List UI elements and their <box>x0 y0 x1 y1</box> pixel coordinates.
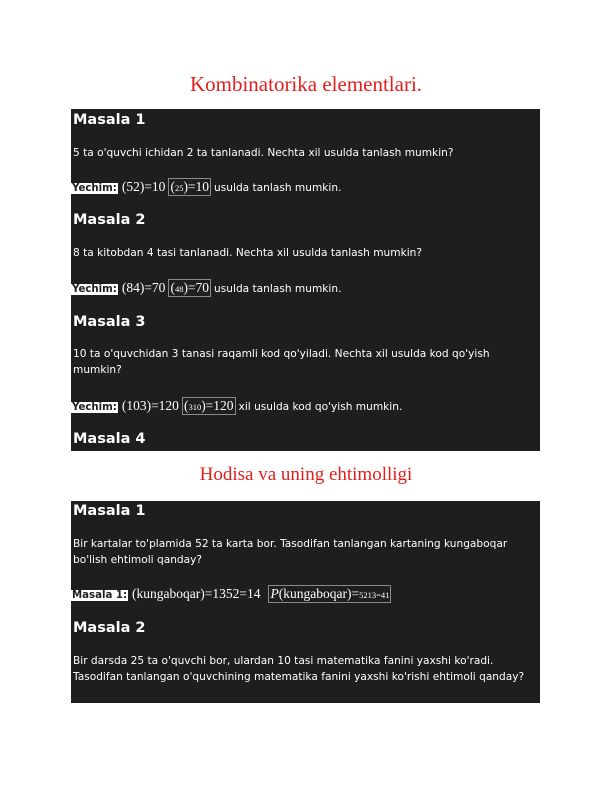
problem-1-heading: Masala 1 <box>73 503 146 519</box>
problem-2-text: Bir darsda 25 ta o'quvchi bor, ulardan 10 tasi matematika fanini yaxshi ko'radi. Tasodifan tanlangan o'quvchining matematika fanini yaxshi ko'rishi ehtimoli qanday? <box>73 655 525 683</box>
solution-label: Yechim: <box>72 402 117 413</box>
problem-2-text: 8 ta kitobdan 4 tasi tanlanadi. Nechta xil usulda tanlash mumkin? <box>73 247 422 259</box>
solution-text: xil usulda kod qo'yish mumkin. <box>238 401 403 413</box>
problem-3-text: 10 ta o'quvchidan 3 tanasi raqamli kod qo'yiladi. Nechta xil usulda kod qo'yish mumkin? <box>73 348 490 376</box>
solution-formula-box: (25)=10 <box>170 179 210 194</box>
problem-2-heading: Masala 2 <box>73 620 146 636</box>
solution-text: usulda tanlash mumkin. <box>214 182 342 194</box>
solution-formula: (kungaboqar)=1352=14 <box>132 586 261 601</box>
problem-1-solution <box>71 178 341 196</box>
solution-label: Yechim: <box>72 284 117 295</box>
solution-text: usulda tanlash mumkin. <box>214 283 342 295</box>
problem-2-heading: Masala 2 <box>73 212 146 228</box>
problem-3-heading: Masala 3 <box>73 314 146 330</box>
solution-formula-box: P(kungaboqar)=5213=41 <box>270 586 390 601</box>
section-title-probability: Hodisa va uning ehtimolligi <box>199 464 413 485</box>
solution-label: Masala 1: <box>72 590 128 601</box>
problem-1-solution <box>71 585 394 603</box>
problem-1-text: 5 ta o'quvchi ichidan 2 ta tanlanadi. Nechta xil usulda tanlash mumkin? <box>73 147 454 159</box>
problem-4-heading: Masala 4 <box>73 431 146 447</box>
solution-formula: (52)=10 <box>121 179 166 194</box>
problem-1-heading: Masala 1 <box>73 112 146 128</box>
solution-formula: (84)=70 <box>121 280 166 295</box>
solution-formula-box: (310)=120 <box>183 398 234 413</box>
solution-formula: (103)=120 <box>121 398 179 413</box>
probability-panel <box>71 501 540 703</box>
problem-2-solution <box>71 279 341 297</box>
problem-3-solution <box>71 397 402 415</box>
solution-label: Yechim: <box>72 183 117 194</box>
combinatorics-panel <box>71 109 540 451</box>
section-title-combinatorics: Kombinatorika elementlari. <box>189 72 423 96</box>
solution-formula-box: (48)=70 <box>170 280 210 295</box>
problem-1-text: Bir kartalar to'plamida 52 ta karta bor. Tasodifan tanlangan kartaning kungaboqar bo'lish ehtimoli qanday? <box>73 538 508 566</box>
